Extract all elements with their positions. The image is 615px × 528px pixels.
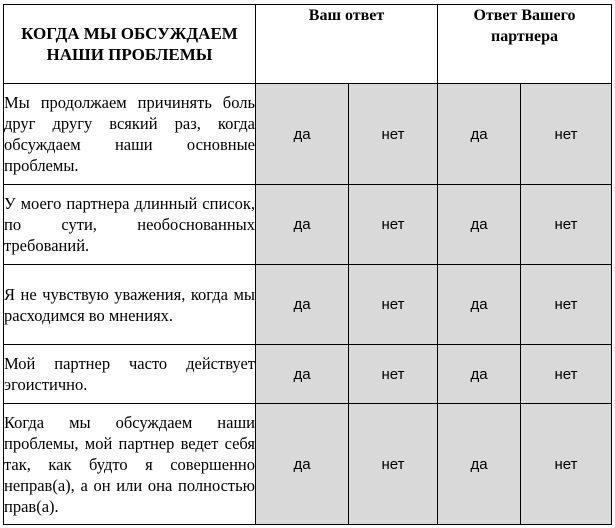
table-row	[4, 404, 612, 525]
partner-answer-no[interactable]: нет	[521, 404, 612, 525]
question-text: Мой партнер часто действует эгоистично.	[4, 345, 256, 404]
your-answer-no[interactable]: нет	[349, 404, 438, 525]
your-answer-yes[interactable]: да	[256, 345, 349, 404]
your-answer-no[interactable]: нет	[349, 84, 438, 185]
your-answer-yes[interactable]: да	[256, 185, 349, 265]
partner-answer-yes[interactable]: да	[438, 265, 521, 345]
question-text: Я не чувствую уважения, когда мы расходимся во мнениях.	[4, 265, 256, 345]
table-row	[4, 345, 612, 404]
partner-answer-yes[interactable]: да	[438, 345, 521, 404]
header-your-answer: Ваш ответ	[256, 5, 438, 84]
your-answer-yes[interactable]: да	[256, 404, 349, 525]
table-row	[4, 84, 612, 185]
question-text: Мы продолжаем причинять боль друг другу всякий раз, когда обсуждаем наши основные проблемы.	[4, 84, 256, 185]
partner-answer-no[interactable]: нет	[521, 345, 612, 404]
question-text: У моего партнера длинный список, по сути, необоснованных требований.	[4, 185, 256, 265]
table-row	[4, 185, 612, 265]
header-partner-answer: Ответ Вашего партнера	[438, 5, 612, 84]
partner-answer-yes[interactable]: да	[438, 84, 521, 185]
survey-table	[3, 4, 612, 525]
your-answer-yes[interactable]: да	[256, 265, 349, 345]
your-answer-yes[interactable]: да	[256, 84, 349, 185]
partner-answer-no[interactable]: нет	[521, 185, 612, 265]
partner-answer-yes[interactable]: да	[438, 404, 521, 525]
question-text: Когда мы обсуждаем наши проблемы, мой партнер ведет себя так, как будто я совершенно неправ(а), а он или она полностью прав(а).	[4, 404, 256, 525]
your-answer-no[interactable]: нет	[349, 345, 438, 404]
partner-answer-yes[interactable]: да	[438, 185, 521, 265]
header-main: КОГДА МЫ ОБСУЖДАЕМ НАШИ ПРОБЛЕМЫ	[4, 5, 256, 84]
partner-answer-no[interactable]: нет	[521, 265, 612, 345]
your-answer-no[interactable]: нет	[349, 265, 438, 345]
table-row	[4, 265, 612, 345]
header-row	[4, 5, 612, 84]
partner-answer-no[interactable]: нет	[521, 84, 612, 185]
your-answer-no[interactable]: нет	[349, 185, 438, 265]
